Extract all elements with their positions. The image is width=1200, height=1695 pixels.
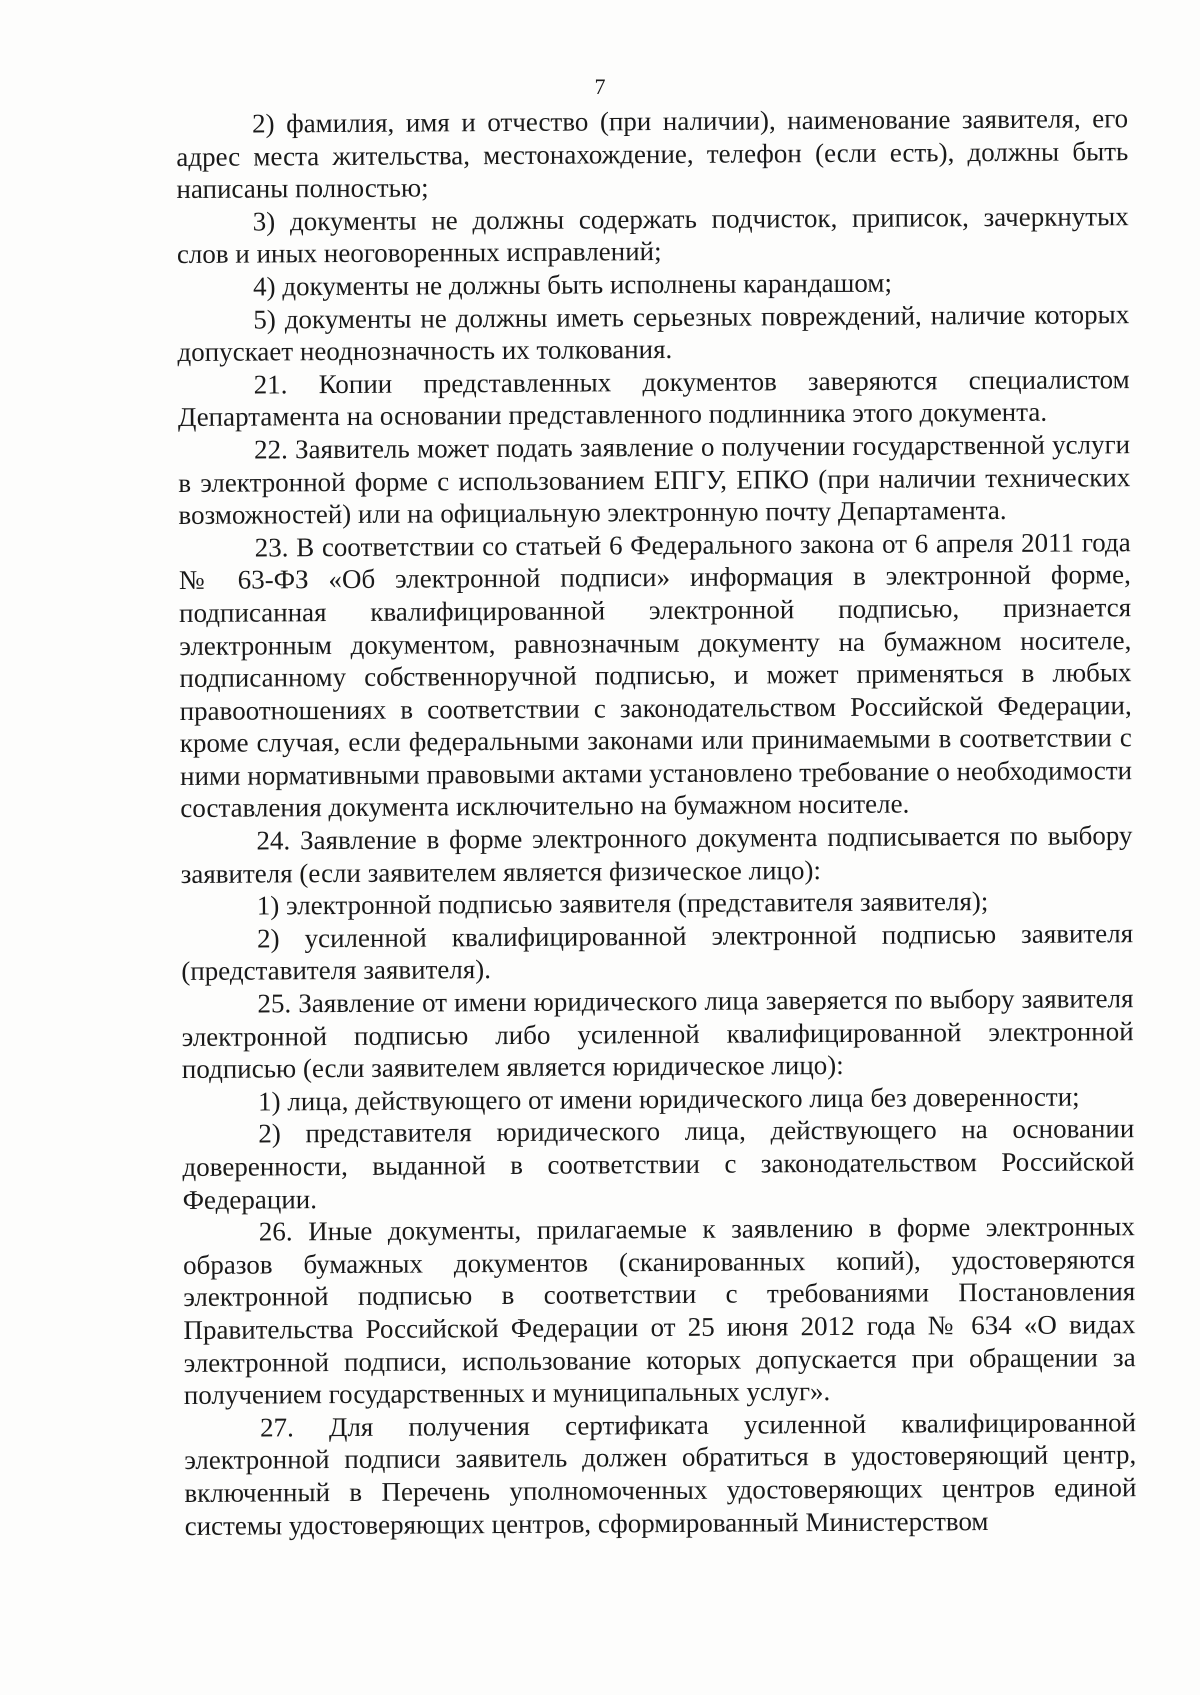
document-body (176, 102, 1137, 1542)
clause-26: 26. Иные документы, прилагаемые к заявлению в форме электронных образов бумажных документов (сканированных копий), удостоверяются электронной подписью в соответствии с требованиями Постановления Правительства Российской Федерации от 25 июня 2012 года № 634 «О видах электронной подписи, использование которых допускается при обращении за получением государственных и муниципальных услуг». (182, 1211, 1136, 1411)
clause-21: 21. Копии представленных документов заверяются специалистом Департамента на основании представленного подлинника этого документа. (177, 363, 1130, 433)
clause-27: 27. Для получения сертификата усиленной квалифицированной электронной подписи заявитель должен обратиться в удостоверяющий центр, включенный в Перечень уполномоченных удостоверяющих центров единой системы удостоверяющих центров, сформированный Министерством (184, 1406, 1137, 1541)
clause-24-item-1: 1) электронной подписью заявителя (представителя заявителя); (256, 886, 989, 921)
list-item-4-no-pencil: 4) документы не должны быть исполнены карандашом; (253, 267, 892, 302)
clause-24-item-2: 2) усиленной квалифицированной электронной подписью заявителя (представителя заявителя). (181, 918, 1134, 987)
clause-25-item-1: 1) лица, действующего от имени юридического лица без доверенности; (257, 1081, 1080, 1117)
clause-24: 24. Заявление в форме электронного документа подписывается по выбору заявителя (если заявителем является физическое лицо): (180, 820, 1133, 889)
page-number: 7 (594, 74, 606, 99)
clause-25-item-2: 2) представителя юридического лица, действующего на основании доверенности, выданной в соответствии с законодательством Российской Федерации. (182, 1113, 1135, 1215)
clause-22: 22. Заявитель может подать заявление о получении государственной услуги в электронной форме с использованием ЕПГУ, ЕПКО (при наличии технических возможностей) или на официальную электронную почту Департамента. (178, 429, 1131, 531)
list-item-2-full-name: 2) фамилия, имя и отчество (при наличии), наименование заявителя, его адрес места жительства, местонахождение, телефон (если есть), должны быть написаны полностью; (176, 103, 1129, 205)
list-item-3-no-erasures: 3) документы не должны содержать подчисток, приписок, зачеркнутых слов и иных неоговоренных исправлений; (176, 200, 1129, 270)
list-item-5-no-damage: 5) документы не должны иметь серьезных повреждений, наличие которых допускает неоднозначность их толкования. (177, 298, 1130, 368)
clause-23: 23. В соответствии со статьей 6 Федерального закона от 6 апреля 2011 года № 63-ФЗ «Об электронной подписи» информация в электронной форме, подписанная квалифицированной электронной подписью, признается электронным документом, равнозначным документу на бумажном носителе, подписанному собственноручной подписью, и может применяться в любых правоотношениях в соответствии с законодательством Российской Федерации, кроме случая, если федеральными законами или принимаемыми в соответствии с ними нормативными правовыми актами установлено требование о необходимости составления документа исключительно на бумажном носителе. (178, 526, 1133, 824)
clause-25: 25. Заявление от имени юридического лица заверяется по выбору заявителя электронной подписью либо усиленной квалифицированной электронной подписью (если заявителем является юридическое лицо): (181, 983, 1134, 1085)
